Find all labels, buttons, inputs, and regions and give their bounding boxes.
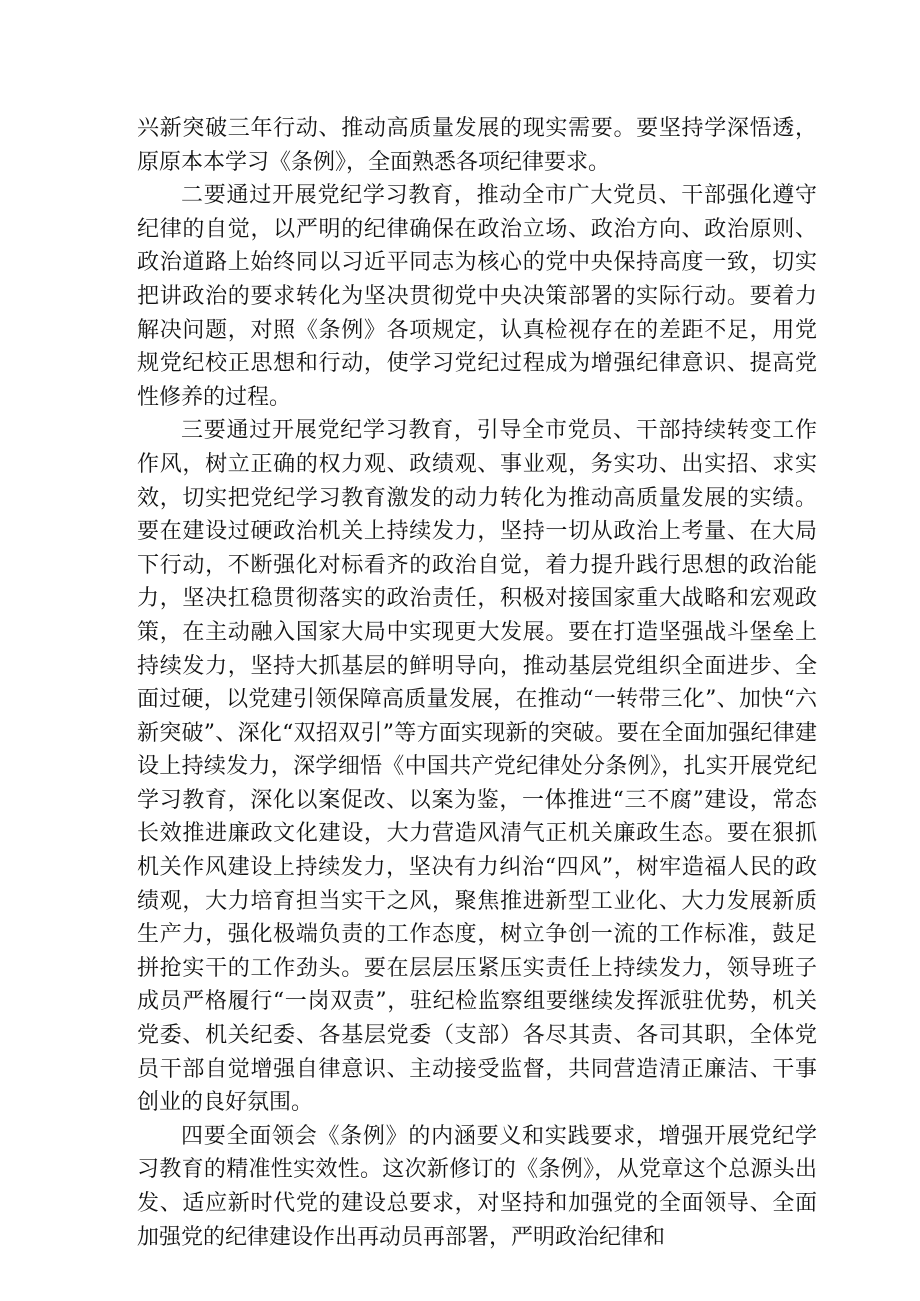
paragraph-point-three: 三要通过开展党纪学习教育，引导全市党员、干部持续转变工作作风，树立正确的权力观、政绩观、事业观，务实功、出实招、求实效，切实把党纪学习教育激发的动力转化为推动高质量发展的实绩。要在建设过硬政治机关上持续发力，坚持一切从政治上考量、在大局下行动，不断强化对标看齐的政治自觉，着力提升践行思想的政治能力，坚决扛稳贯彻落实的政治责任，积极对接国家重大战略和宏观政策，在主动融入国家大局中实现更大发展。要在打造坚强战斗堡垒上持续发力，坚持大抓基层的鲜明导向，推动基层党组织全面进步、全面过硬，以党建引领保障高质量发展，在推动“一转带三化”、加快“六新突破”、深化“双招双引”等方面实现新的突破。要在全面加强纪律建设上持续发力，深学细悟《中国共产党纪律处分条例》，扎实开展党纪学习教育，深化以案促改、以案为鉴，一体推进“三不腐”建设，常态长效推进廉政文化建设，大力营造风清气正机关廉政生态。要在狠抓机关作风建设上持续发力，坚决有力纠治“四风”，树牢造福人民的政绩观，大力培育担当实干之风，聚焦推进新型工业化、大力发展新质生产力，强化极端负责的工作态度，树立争创一流的工作标准，鼓足拼抢实干的工作劲头。要在层层压紧压实责任上持续发力，领导班子成员严格履行“一岗双责”，驻纪检监察组要继续发挥派驻优势，机关党委、机关纪委、各基层党委（支部）各尽其责、各司其职，全体党员干部自觉增强自律意识、主动接受监督，共同营造清正廉洁、干事创业的良好氛围。 bbox=[137, 418, 817, 1116]
document-page bbox=[137, 112, 817, 1254]
paragraph-point-two: 二要通过开展党纪学习教育，推动全市广大党员、干部强化遵守纪律的自觉，以严明的纪律确保在政治立场、政治方向、政治原则、政治道路上始终同以习近平同志为核心的党中央保持高度一致，切实把讲政治的要求转化为坚决贯彻党中央决策部署的实际行动。要着力解决问题，对照《条例》各项规定，认真检视存在的差距不足，用党规党纪校正思想和行动，使学习党纪过程成为增强纪律意识、提高党性修养的过程。 bbox=[137, 183, 817, 410]
paragraph-point-four: 四要全面领会《条例》的内涵要义和实践要求，增强开展党纪学习教育的精准性实效性。这次新修订的《条例》，从党章这个总源头出发、适应新时代党的建设总要求，对坚持和加强党的全面领导、全面加强党的纪律建设作出再动员再部署，严明政治纪律和 bbox=[137, 1123, 817, 1250]
paragraph-continued-intro: 兴新突破三年行动、推动高质量发展的现实需要。要坚持学深悟透，原原本本学习《条例》，全面熟悉各项纪律要求。 bbox=[137, 116, 817, 175]
